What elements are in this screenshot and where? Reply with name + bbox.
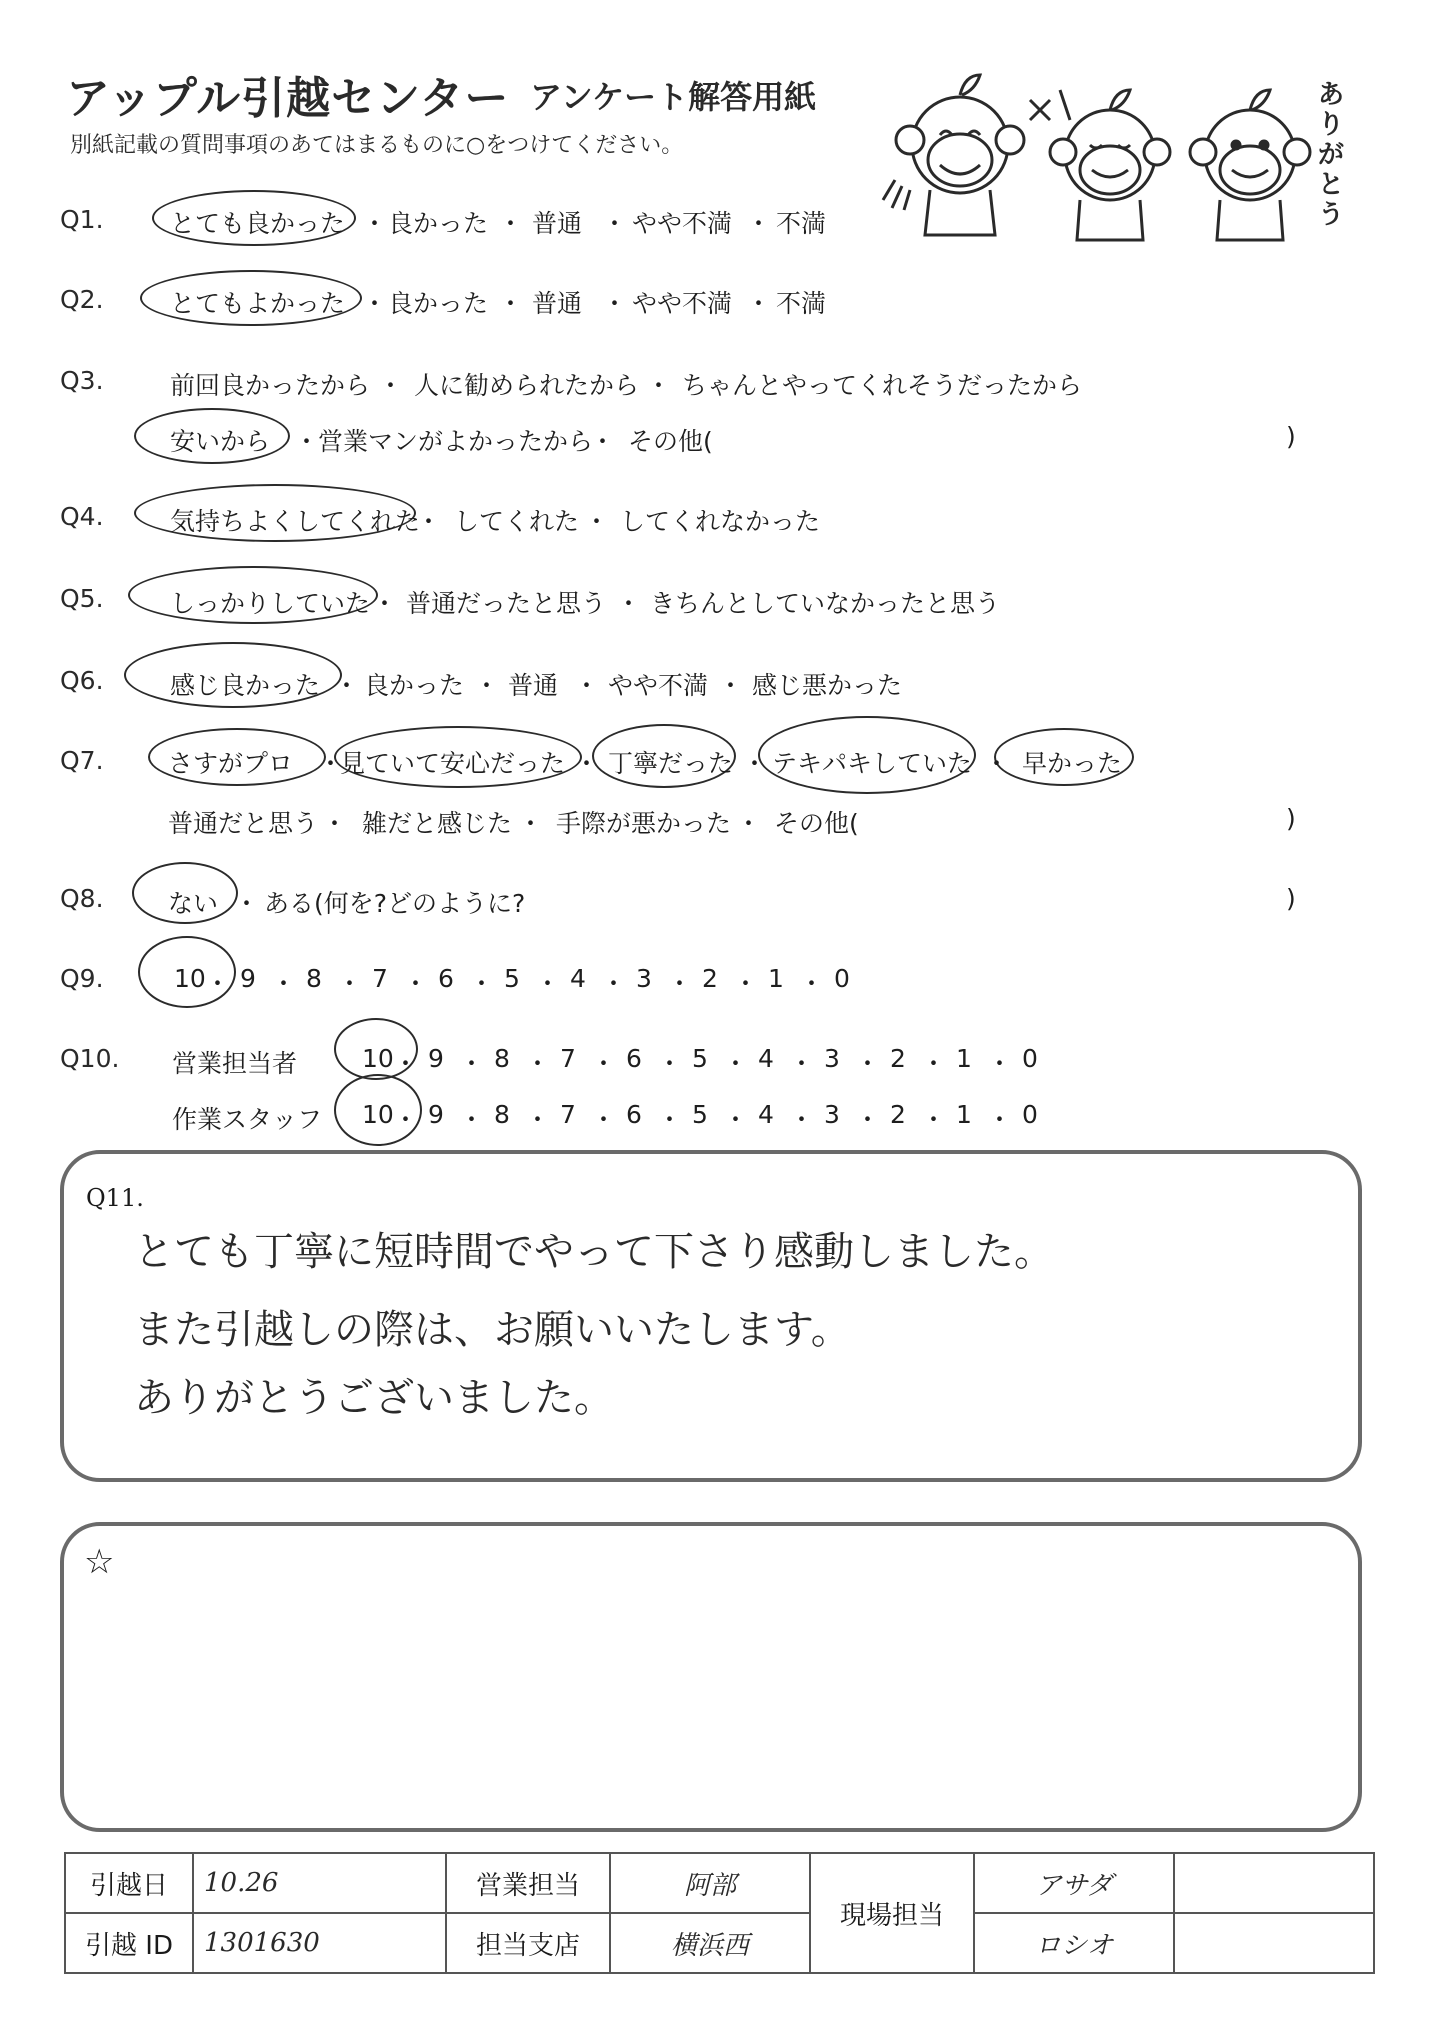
q10-staff-option-10[interactable]: 10	[362, 1100, 394, 1129]
q9-sep: ・	[535, 969, 561, 998]
q10-staff-option-7[interactable]: 7	[560, 1100, 576, 1129]
q3-sep-2: ・	[646, 371, 672, 400]
q5-sep-1: ・	[372, 589, 398, 618]
move-date-label: 引越日	[65, 1853, 193, 1913]
q3-sep-4: ・	[590, 427, 616, 456]
q10-staff-sep: ・	[987, 1105, 1013, 1134]
q10-staff-sep: ・	[789, 1105, 815, 1134]
q9-sep: ・	[337, 969, 363, 998]
q9-option-7[interactable]: 7	[372, 964, 388, 993]
q7-option-7[interactable]: 雑だと感じた	[362, 809, 513, 838]
q1-option-5[interactable]: 不満	[776, 209, 827, 238]
q2-option-4[interactable]: やや不満	[632, 289, 733, 318]
q10-staff-option-1[interactable]: 1	[956, 1100, 972, 1129]
q9-scale	[174, 964, 894, 998]
q10-staff-sep: ・	[525, 1105, 551, 1134]
q10-sales-option-5[interactable]: 5	[692, 1044, 708, 1073]
q5-label: Q5.	[60, 584, 104, 613]
branch-value: 横浜西	[610, 1913, 810, 1973]
star-icon: ☆	[84, 1542, 115, 1582]
q10-sales-sep: ・	[459, 1049, 485, 1078]
q10-staff-option-2[interactable]: 2	[890, 1100, 906, 1129]
q10-sales-option-8[interactable]: 8	[494, 1044, 510, 1073]
q11-comment-line-3: ありがとうございました。	[134, 1375, 614, 1421]
q2-option-2[interactable]: 良かった	[388, 289, 489, 318]
q7-sep-1: ・	[318, 749, 344, 778]
q10-staff-sep: ・	[393, 1105, 419, 1134]
q11-label: Q11.	[86, 1184, 144, 1212]
q7-sep-3: ・	[742, 749, 768, 778]
q3-sep-3: ・	[294, 427, 320, 456]
q10-sales-label: 営業担当者	[172, 1049, 298, 1078]
q6-option-4[interactable]: やや不満	[608, 671, 709, 700]
move-info-table	[64, 1852, 1375, 1974]
q1-option-2[interactable]: 良かった	[388, 209, 489, 238]
q8-label: Q8.	[60, 884, 104, 913]
q9-label: Q9.	[60, 964, 104, 993]
company-title: アップル引越センター	[66, 73, 510, 124]
q3-option-4[interactable]: 安いから	[170, 427, 271, 456]
q5-sep-2: ・	[616, 589, 642, 618]
q3-close-paren: )	[1286, 422, 1296, 451]
mascot-caption: ありがとう	[1318, 80, 1345, 230]
q7-option-4[interactable]: テキパキしていた	[772, 749, 973, 778]
q2-sep-3: ・	[602, 289, 628, 318]
q5-option-1[interactable]: しっかりしていた	[170, 589, 371, 618]
q10-sales-option-2[interactable]: 2	[890, 1044, 906, 1073]
q7-option-6[interactable]: 普通だと思う	[168, 809, 319, 838]
q11-comment-line-2: また引越しの際は、お願いいたします。	[134, 1307, 851, 1353]
q10-staff-sep: ・	[921, 1105, 947, 1134]
q7-option-9[interactable]: その他(	[774, 809, 859, 838]
q4-option-3[interactable]: してくれなかった	[620, 507, 821, 536]
q4-option-2[interactable]: してくれた	[454, 507, 580, 536]
q3-label: Q3.	[60, 366, 104, 395]
q3-sep-1: ・	[378, 371, 404, 400]
q11-comment-line-1: とても丁寧に短時間でやって下さり感動しました。	[134, 1229, 1054, 1275]
q10-sales-sep: ・	[393, 1049, 419, 1078]
q7-close-paren: )	[1286, 804, 1296, 833]
q7-sep-6: ・	[518, 809, 544, 838]
q10-staff-option-5[interactable]: 5	[692, 1100, 708, 1129]
q10-sales-option-7[interactable]: 7	[560, 1044, 576, 1073]
q6-sep-1: ・	[334, 671, 360, 700]
q9-sep: ・	[403, 969, 429, 998]
q10-sales-option-10[interactable]: 10	[362, 1044, 394, 1073]
sales-rep-value: 阿部	[610, 1853, 810, 1913]
q2-option-1[interactable]: とてもよかった	[170, 289, 346, 318]
site-rep-value-2: ロシオ	[974, 1913, 1174, 1973]
q10-sales-option-6[interactable]: 6	[626, 1044, 642, 1073]
q6-sep-3: ・	[574, 671, 600, 700]
q9-sep: ・	[733, 969, 759, 998]
q10-staff-sep: ・	[657, 1105, 683, 1134]
q10-sales-sep: ・	[789, 1049, 815, 1078]
q1-sep-2: ・	[498, 209, 524, 238]
q9-sep: ・	[667, 969, 693, 998]
q6-sep-4: ・	[718, 671, 744, 700]
q10-sales-sep: ・	[591, 1049, 617, 1078]
q1-label: Q1.	[60, 205, 104, 234]
q8-close-paren: )	[1286, 884, 1296, 913]
q3-option-3[interactable]: ちゃんとやってくれそうだったから	[682, 371, 1083, 400]
q8-option-1[interactable]: ない	[168, 889, 219, 918]
q7-sep-2: ・	[574, 749, 600, 778]
q10-sales-scale	[362, 1044, 1062, 1078]
q6-option-2[interactable]: 良かった	[364, 671, 465, 700]
q7-option-3[interactable]: 丁寧だった	[608, 749, 734, 778]
site-rep-label: 現場担当	[810, 1853, 974, 1973]
q10-sales-sep: ・	[987, 1049, 1013, 1078]
q10-label: Q10.	[60, 1044, 120, 1073]
q9-option-4[interactable]: 4	[570, 964, 586, 993]
q2-sep-4: ・	[746, 289, 772, 318]
q9-sep: ・	[601, 969, 627, 998]
move-date-value: 10.26	[193, 1853, 446, 1913]
q7-option-1[interactable]: さすがプロ	[168, 749, 294, 778]
q7-label: Q7.	[60, 746, 104, 775]
sales-rep-label: 営業担当	[446, 1853, 610, 1913]
q3-option-6[interactable]: その他(	[628, 427, 713, 456]
q10-staff-option-9[interactable]: 9	[428, 1100, 444, 1129]
q10-sales-sep: ・	[855, 1049, 881, 1078]
q2-sep-2: ・	[498, 289, 524, 318]
site-rep-extra-2	[1174, 1913, 1374, 1973]
q1-sep-3: ・	[602, 209, 628, 238]
q10-staff-sep: ・	[855, 1105, 881, 1134]
q9-option-9[interactable]: 9	[240, 964, 256, 993]
q2-label: Q2.	[60, 285, 104, 314]
q10-sales-sep: ・	[525, 1049, 551, 1078]
q10-staff-scale	[362, 1100, 1062, 1134]
q3-option-1[interactable]: 前回良かったから	[170, 371, 371, 400]
q9-option-1[interactable]: 1	[768, 964, 784, 993]
q10-sales-sep: ・	[657, 1049, 683, 1078]
q5-option-3[interactable]: きちんとしていなかったと思う	[650, 589, 1001, 618]
q6-option-1[interactable]: 感じ良かった	[170, 671, 321, 700]
q2-option-3[interactable]: 普通	[532, 289, 583, 318]
q10-staff-option-4[interactable]: 4	[758, 1100, 774, 1129]
q9-option-0[interactable]: 0	[834, 964, 850, 993]
q4-option-1[interactable]: 気持ちよくしてくれた	[170, 507, 421, 536]
q7-sep-4: ・	[984, 749, 1010, 778]
q10-sales-sep: ・	[921, 1049, 947, 1078]
q6-option-5[interactable]: 感じ悪かった	[752, 671, 903, 700]
q1-sep-4: ・	[746, 209, 772, 238]
q7-option-8[interactable]: 手際が悪かった	[556, 809, 732, 838]
q10-staff-label: 作業スタッフ	[172, 1105, 323, 1134]
form-subtitle: アンケート解答用紙	[530, 78, 817, 116]
q9-option-2[interactable]: 2	[702, 964, 718, 993]
q1-sep-1: ・	[362, 209, 388, 238]
q7-option-5[interactable]: 早かった	[1022, 749, 1123, 778]
q4-sep-1: ・	[416, 507, 442, 536]
q3-option-2[interactable]: 人に勧められたから	[414, 371, 640, 400]
q6-label: Q6.	[60, 666, 104, 695]
q9-option-8[interactable]: 8	[306, 964, 322, 993]
site-rep-extra-1	[1174, 1853, 1374, 1913]
q10-staff-sep: ・	[459, 1105, 485, 1134]
q9-option-3[interactable]: 3	[636, 964, 652, 993]
q10-sales-option-0[interactable]: 0	[1022, 1044, 1038, 1073]
branch-label: 担当支店	[446, 1913, 610, 1973]
q9-option-10[interactable]: 10	[174, 964, 206, 993]
monkey-mascot-illustration	[880, 60, 1340, 250]
q1-option-4[interactable]: やや不満	[632, 209, 733, 238]
q1-option-3[interactable]: 普通	[532, 209, 583, 238]
q9-sep: ・	[799, 969, 825, 998]
q10-sales-option-9[interactable]: 9	[428, 1044, 444, 1073]
q10-staff-sep: ・	[591, 1105, 617, 1134]
q3-option-5[interactable]: 営業マンがよかったから	[318, 427, 594, 456]
move-id-label: 引越 ID	[65, 1913, 193, 1973]
q2-option-5[interactable]: 不満	[776, 289, 827, 318]
site-rep-value-1: アサダ	[974, 1853, 1174, 1913]
q7-sep-7: ・	[736, 809, 762, 838]
q10-staff-option-0[interactable]: 0	[1022, 1100, 1038, 1129]
q9-sep: ・	[205, 969, 231, 998]
q4-sep-2: ・	[584, 507, 610, 536]
q5-option-2[interactable]: 普通だったと思う	[406, 589, 607, 618]
instructions-text: 別紙記載の質問事項のあてはまるものに○をつけてください。	[70, 133, 684, 158]
q8-option-2[interactable]: ある(何を?どのように?	[264, 889, 526, 918]
q6-option-3[interactable]: 普通	[508, 671, 559, 700]
q10-sales-sep: ・	[723, 1049, 749, 1078]
q10-staff-option-8[interactable]: 8	[494, 1100, 510, 1129]
q10-sales-option-4[interactable]: 4	[758, 1044, 774, 1073]
q9-option-6[interactable]: 6	[438, 964, 454, 993]
q9-sep: ・	[271, 969, 297, 998]
q9-option-5[interactable]: 5	[504, 964, 520, 993]
q8-sep-1: ・	[234, 889, 260, 918]
q1-option-1[interactable]: とても良かった	[170, 209, 346, 238]
q10-staff-option-6[interactable]: 6	[626, 1100, 642, 1129]
q6-sep-2: ・	[474, 671, 500, 700]
q4-label: Q4.	[60, 502, 104, 531]
q2-sep-1: ・	[362, 289, 388, 318]
star-comment-box[interactable]	[60, 1522, 1362, 1832]
q9-sep: ・	[469, 969, 495, 998]
q7-sep-5: ・	[322, 809, 348, 838]
move-id-value: 1301630	[193, 1913, 446, 1973]
q10-staff-option-3[interactable]: 3	[824, 1100, 840, 1129]
q10-sales-option-1[interactable]: 1	[956, 1044, 972, 1073]
q10-staff-sep: ・	[723, 1105, 749, 1134]
q10-sales-option-3[interactable]: 3	[824, 1044, 840, 1073]
q7-option-2[interactable]: 見ていて安心だった	[340, 749, 566, 778]
